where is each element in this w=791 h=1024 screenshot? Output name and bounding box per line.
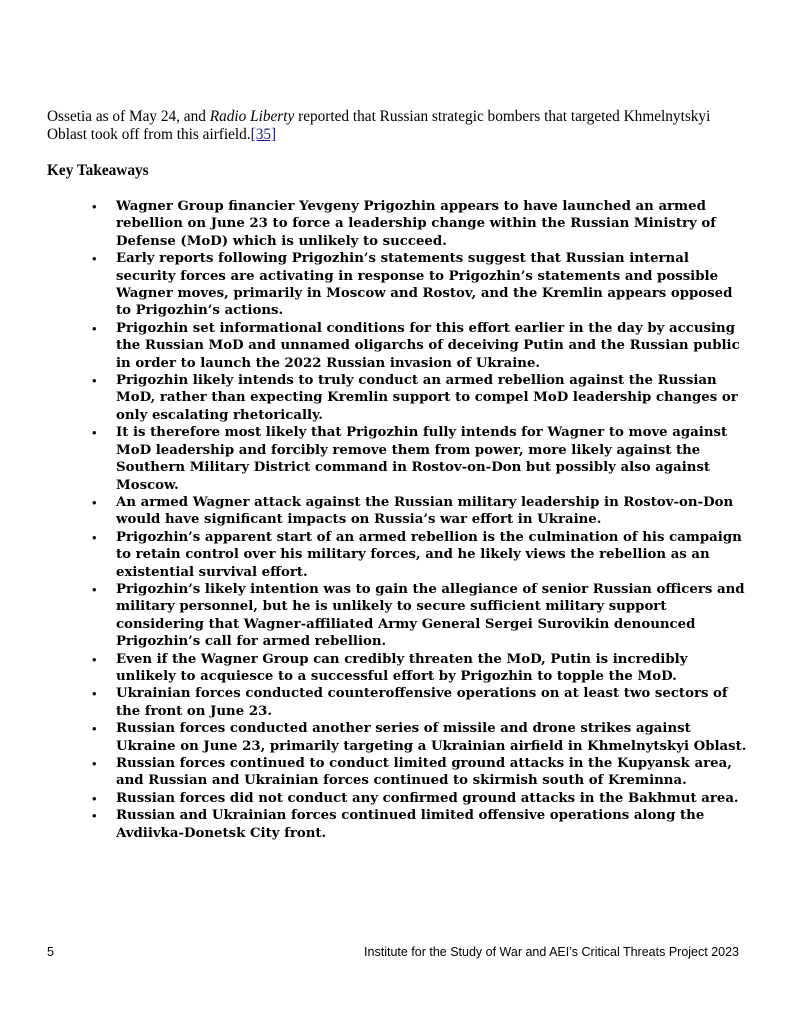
takeaways-list [116,198,748,842]
takeaway-item: • It is therefore most likely that Prigozhin fully intends for Wagner to move against MoD leadership and forcibly remove them from power, more likely against the Southern Military District command in Rostov-on-Don but possibly also against Moscow. [116,424,748,494]
takeaway-item: • Prigozhin likely intends to truly conduct an armed rebellion against the Russian MoD, rather than expecting Kremlin support to compel MoD leadership changes or only escalating rhetorically. [116,372,748,424]
takeaway-item: • Ukrainian forces conducted counteroffensive operations on at least two sectors of the front on June 23. [116,685,748,720]
intro-text-1: Ossetia as of May 24, and [47,108,210,126]
intro-paragraph [47,108,747,144]
takeaway-item: • Russian forces continued to conduct limited ground attacks in the Kupyansk area, and Russian and Ukrainian forces continued to skirmish south of Kreminna. [116,755,748,790]
takeaway-item: • Russian and Ukrainian forces continued limited offensive operations along the Avdiivka-Donetsk City front. [116,807,748,842]
takeaway-item: • Russian forces conducted another series of missile and drone strikes against Ukraine on June 23, primarily targeting a Ukrainian airfield in Khmelnytskyi Oblast. [116,720,748,755]
citation-link[interactable]: [35] [250,126,277,144]
takeaway-item: • Russian forces did not conduct any confirmed ground attacks in the Bakhmut area. [116,790,748,807]
takeaway-item: • An armed Wagner attack against the Russian military leadership in Rostov-on-Don would have significant impacts on Russia’s war effort in Ukraine. [116,494,748,529]
takeaway-item: • Prigozhin’s likely intention was to gain the allegiance of senior Russian officers and military personnel, but he is unlikely to secure sufficient military support considering that Wagner-affiliated Army General Sergei Surovikin denounced Prigozhin’s call for armed rebellion. [116,581,748,651]
takeaway-item: • Even if the Wagner Group can credibly threaten the MoD, Putin is incredibly unlikely to acquiesce to a successful effort by Prigozhin to topple the MoD. [116,651,748,686]
takeaway-item: • Prigozhin set informational conditions for this effort earlier in the day by accusing the Russian MoD and unnamed oligarchs of deceiving Putin and the Russian public in order to launch the 2022 Russian invasion of Ukraine. [116,320,748,372]
publication-name: Radio Liberty [209,108,295,126]
section-heading: Key Takeaways [47,162,149,179]
takeaway-item: • Early reports following Prigozhin’s statements suggest that Russian internal security forces are activating in response to Prigozhin’s statements and possible Wagner moves, primarily in Moscow and Rostov, and the Kremlin appears opposed to Prigozhin’s actions. [116,250,748,320]
takeaway-item: • Prigozhin’s apparent start of an armed rebellion is the culmination of his campaign to retain control over his military forces, and he likely views the rebellion as an existential survival effort. [116,529,748,581]
footer-organization: Institute for the Study of War and AEI’s Critical Threats Project 2023 [364,945,739,959]
intro-text-2: reported that Russian strategic bombers that targeted Khmelnytskyi Oblast took off from this airfield. [47,108,711,144]
takeaway-item: • Wagner Group financier Yevgeny Prigozhin appears to have launched an armed rebellion on June 23 to force a leadership change within the Russian Ministry of Defense (MoD) which is unlikely to succeed. [116,198,748,250]
page-number: 5 [47,945,54,959]
